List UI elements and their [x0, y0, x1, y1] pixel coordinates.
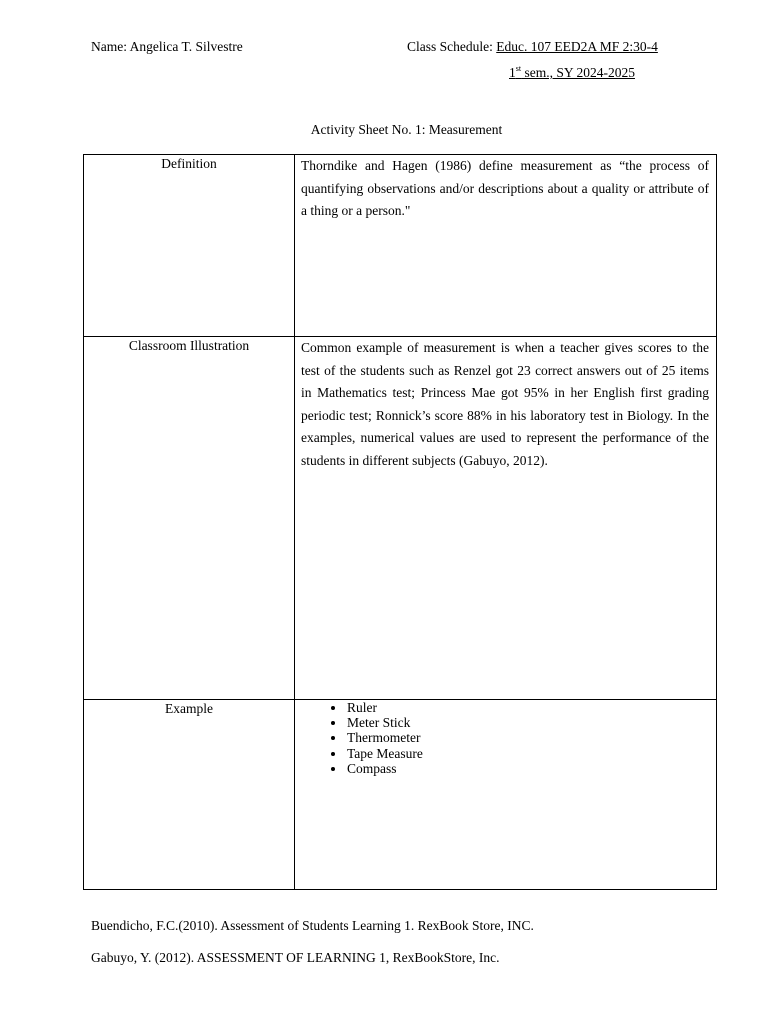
table-row-definition: [84, 155, 717, 337]
example-list-cell: [295, 700, 717, 890]
definition-text-cell: [295, 155, 717, 337]
example-list: [295, 700, 716, 776]
student-name: Name: Angelica T. Silvestre: [91, 39, 243, 54]
list-item: • Compass: [346, 761, 716, 776]
class-schedule-value: Educ. 107 EED2A MF 2:30-4: [496, 39, 658, 54]
semester-ordinal-suffix: st: [515, 63, 522, 73]
illustration-text: Common example of measurement is when a teacher gives scores to the test of the students such as Renzel got 23 correct answers out of 25 items in Mathematics test; Princess Mae got 95% in her English first grading periodic test; Ronnick’s score 88% in his laboratory test in Biology. In the examples, numerical values are used to represent the performance of the students in different subjects (Gabuyo, 2012).: [301, 340, 709, 468]
illustration-text-cell: [295, 337, 717, 700]
example-label-cell: [84, 700, 295, 890]
illustration-label-cell: [84, 337, 295, 700]
reference-entry: Gabuyo, Y. (2012). ASSESSMENT OF LEARNING 1, RexBookStore, Inc.: [91, 950, 500, 965]
list-item: • Tape Measure: [346, 746, 716, 761]
activity-table: [83, 154, 717, 890]
class-schedule: [407, 39, 658, 55]
activity-title: Activity Sheet No. 1: Measurement: [310, 122, 503, 137]
reference-entry: Buendicho, F.C.(2010). Assessment of Students Learning 1. RexBook Store, INC.: [91, 918, 534, 933]
illustration-label: Classroom Illustration: [128, 338, 250, 353]
list-item: • Ruler: [346, 700, 716, 715]
list-item: • Thermometer: [346, 730, 716, 745]
table-row-classroom-illustration: [84, 337, 717, 700]
semester-school-year: sem., SY 2024-2025: [521, 65, 635, 80]
definition-label-cell: [84, 155, 295, 337]
definition-text: Thorndike and Hagen (1986) define measurement as “the process of quantifying observations and/or descriptions about a quality or attribute of a thing or a person.": [301, 158, 709, 219]
table-row-example: [84, 700, 717, 890]
semester-line: [509, 65, 635, 81]
semester-number: 1: [509, 65, 516, 80]
list-item: • Meter Stick: [346, 715, 716, 730]
class-schedule-label: Class Schedule:: [407, 39, 497, 54]
definition-label: Definition: [161, 156, 217, 171]
example-label: Example: [165, 701, 213, 716]
